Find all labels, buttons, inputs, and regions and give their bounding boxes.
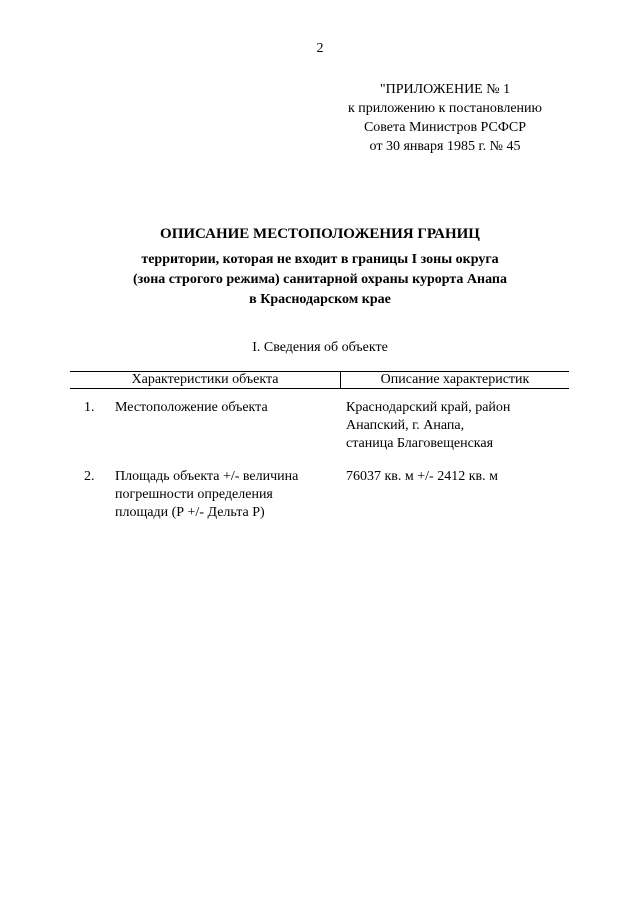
characteristic-line: Площадь объекта +/- величина (115, 469, 299, 484)
row-number: 1. (84, 400, 95, 415)
appendix-line: к приложению к постановлению (348, 101, 542, 116)
row-characteristic (115, 468, 330, 522)
subtitle-line: в Краснодарском крае (249, 292, 391, 307)
characteristic-line: площади (Р +/- Дельта Р) (115, 505, 265, 520)
appendix-line: от 30 января 1985 г. № 45 (369, 139, 521, 154)
description-line: Анапский, г. Анапа, (346, 418, 465, 433)
appendix-line: Совета Министров РСФСР (363, 120, 527, 135)
characteristic-line: погрешности определения (115, 487, 273, 502)
page-number: 2 (316, 41, 324, 56)
object-info-table (70, 371, 569, 520)
subtitle-line: территории, которая не входит в границы I зоны округа (141, 252, 499, 267)
description-line: станица Благовещенская (346, 436, 494, 451)
appendix-reference (330, 80, 560, 156)
column-header-description: Описание характеристик (380, 372, 530, 387)
table-header (70, 371, 569, 389)
row-description (346, 399, 566, 453)
characteristic-line: Местоположение объекта (115, 400, 268, 415)
row-description (346, 468, 566, 486)
description-line: 76037 кв. м +/- 2412 кв. м (346, 469, 498, 484)
subtitle-line: (зона строгого режима) санитарной охраны курорта Анапа (133, 272, 507, 287)
document-subtitle (0, 250, 640, 310)
section-heading: I. Сведения об объекте (252, 340, 388, 355)
row-number: 2. (84, 469, 95, 484)
column-header-characteristics: Характеристики объекта (70, 372, 341, 388)
document-title: ОПИСАНИЕ МЕСТОПОЛОЖЕНИЯ ГРАНИЦ (160, 226, 480, 242)
row-characteristic (115, 399, 330, 417)
appendix-line: "ПРИЛОЖЕНИЕ № 1 (379, 82, 511, 97)
description-line: Краснодарский край, район (346, 400, 511, 415)
